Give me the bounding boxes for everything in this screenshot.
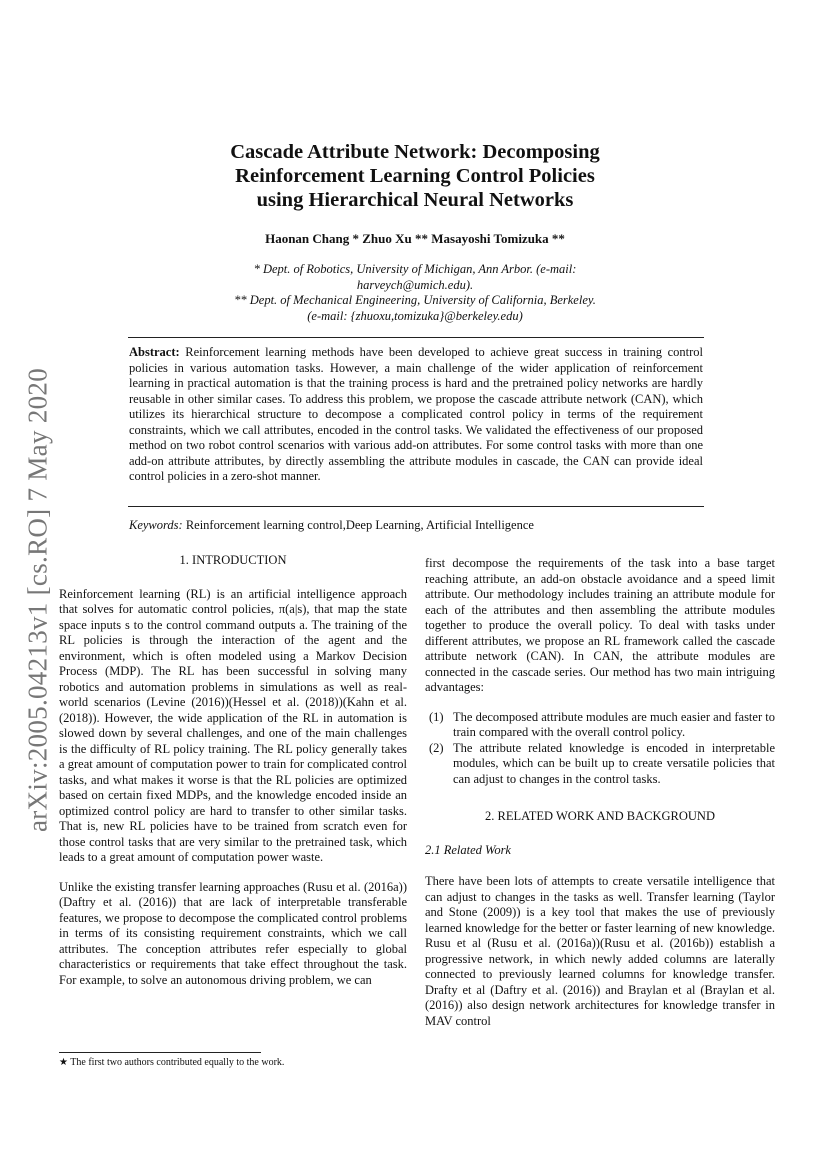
list-item-number: (2) <box>429 740 444 755</box>
affiliation-line: harveych@umich.edu). <box>356 277 474 292</box>
author-list: Haonan Chang * Zhuo Xu ** Masayoshi Tomizuka ** <box>265 231 565 246</box>
intro-paragraph-1: Reinforcement learning (RL) is an artificial intelligence approach that solves for automatic control policies, π(a|s), that map the state space inputs s to the control command outputs a. The training of the RL policies is through the interaction of the agent and the environment, which is often modeled using a Markov Decision Process (MDP). The RL has been successful in solving many robotics and automation problems in simulations as well as real-world scenarios (Levine (2016))(Hessel et al. (2018))(Kahn et al. (2018)). However, the wide application of the RL in automation is slowed down by several challenges, and one of the main challenges is the difficulty of RL policy training. The RL policy generally takes a great amount of computation power to train for complicated control tasks, and what makes it worse is that the RL policies are optimized based on certain fixed MDPs, and the knowledge encoded inside an optimized control policy are hard to transfer to other similar tasks. That is, new RL policies have to be trained from scratch even for those control tasks that are very similar to the pretrained task, which leads to a great amount of computation power waste. <box>59 586 407 864</box>
section-heading-introduction: 1. INTRODUCTION <box>179 553 287 567</box>
intro-paragraph-2: Unlike the existing transfer learning approaches (Rusu et al. (2016a)) (Daftry et al. (2016)) that are lack of interpretable transferable features, we propose to decompose the complicated control problems in terms of its consisting requirement constraints, which we call attributes. The conception attributes refer especially to global characteristics or requirements that take effect throughout the task. For example, to solve an autonomous driving problem, we can <box>59 879 407 987</box>
list-item-number: (1) <box>429 709 444 724</box>
keywords-label: Keywords: <box>129 518 183 532</box>
abstract-top-rule <box>128 337 704 338</box>
arxiv-identifier: arXiv:2005.04213v1 [cs.RO] 7 May 2020 <box>22 367 53 833</box>
advantages-list <box>425 710 775 788</box>
affiliation-line: * Dept. of Robotics, University of Michigan, Ann Arbor. (e-mail: <box>253 262 577 276</box>
related-work-paragraph: There have been lots of attempts to create versatile intelligence that can adjust to changes in the tasks as well. Transfer learning (Taylor and Stone (2009)) is a key tool that makes the use of previously learned knowledge for the better or faster learning of new knowledge. Rusu et al (Rusu et al. (2016a))(Rusu et al. (2016b)) establish a progressive network, in which newly added columns are laterally connected to previously learned columns for knowledge transfer. Drafty et al (Daftry et al. (2016)) and Braylan et al (Braylan et al. (2016)) also design network architectures for knowledge transfer in MAV control <box>425 874 775 1028</box>
abstract-text: Reinforcement learning methods have been developed to achieve great success in training control policies in various automation tasks. However, a main challenge of the wider application of reinforcement learning in practical automation is that the training process is hard and the pretrained policy networks are hardly reusable in other similar cases. To address this problem, we propose the cascade attribute network (CAN), which utilizes its hierarchical structure to decompose a complicated control policy in terms of the requirement constraints, which we call attributes, encoded in the control tasks. We validated the effectiveness of our proposed method on two robot control scenarios with various add-on attributes. For some control tasks with more than one add-on attribute attributes, by directly assembling the attribute modules in cascade, the CAN can provide ideal control policies in a zero-shot manner. <box>129 345 704 483</box>
list-item-text: The decomposed attribute modules are much easier and faster to train compared with the overall control policy. <box>453 709 775 739</box>
title-line: Reinforcement Learning Control Policies <box>235 165 595 187</box>
title-line: using Hierarchical Neural Networks <box>256 189 574 211</box>
keywords <box>129 518 703 533</box>
abstract-bottom-rule <box>128 506 704 507</box>
list-item <box>425 710 775 741</box>
title-line: Cascade Attribute Network: Decomposing <box>230 141 600 163</box>
affiliation-line: (e-mail: {zhuoxu,tomizuka}@berkeley.edu) <box>307 308 523 323</box>
list-item <box>425 741 775 788</box>
list-item-text: The attribute related knowledge is encoded in interpretable modules, which can be built up to create versatile policies that can adjust to changes in the control tasks. <box>453 740 775 786</box>
abstract <box>129 345 703 485</box>
affiliations <box>150 262 680 324</box>
keywords-text: Reinforcement learning control,Deep Learning, Artificial Intelligence <box>185 518 534 532</box>
affiliation-line: ** Dept. of Mechanical Engineering, University of California, Berkeley. <box>234 293 596 307</box>
footnote-rule <box>59 1052 261 1053</box>
section-heading-related-work: 2. RELATED WORK AND BACKGROUND <box>485 809 715 823</box>
paper-title <box>150 140 680 212</box>
footnote: ★ The first two authors contributed equally to the work. <box>59 1057 285 1068</box>
left-column <box>59 553 407 988</box>
arxiv-identifier-sidebar <box>10 360 66 840</box>
intro-paragraph-3: first decompose the requirements of the task into a base target reaching attribute, an add-on obstacle avoidance and a speed limit attribute. Our methodology includes training an attribute module for each of the attributes and then assembling the attribute modules together to produce the overall policy. To deal with tasks under different attributes, we propose an RL framework called the cascade attribute network (CAN). In CAN, the attribute modules are connected in the cascade series. Our method has two main intriguing advantages: <box>425 556 775 694</box>
abstract-label: Abstract: <box>129 345 180 359</box>
subsection-heading-related-work: 2.1 Related Work <box>425 842 511 857</box>
right-column <box>425 556 775 1029</box>
